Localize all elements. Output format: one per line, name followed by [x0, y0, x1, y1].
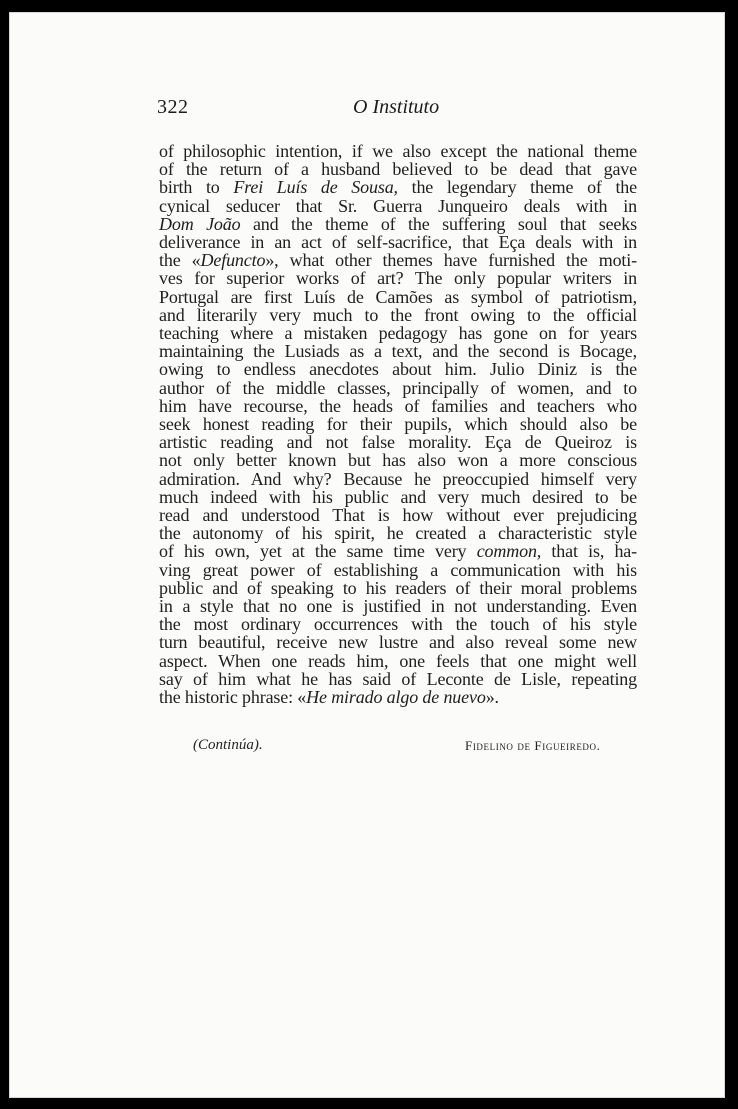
text-run: not only better known but has also won a more conscious — [159, 450, 637, 471]
text-run: birth to — [159, 177, 234, 198]
text-run: the « — [159, 250, 201, 271]
text-run: the historic phrase: « — [159, 687, 307, 708]
text-line — [159, 670, 637, 688]
text-line — [159, 542, 637, 560]
text-line — [159, 615, 637, 633]
text-run: Portugal are first Luís de Camões as symbol of patriotism, — [159, 286, 637, 307]
text-run: artistic reading and not false morality. Eça de Queiroz is — [159, 432, 637, 453]
text-line — [159, 451, 637, 469]
text-line — [159, 142, 637, 160]
continued-label: (Continúa). — [193, 737, 263, 753]
text-line — [159, 597, 637, 615]
text-run: of philosophic intention, if we also except the national theme — [159, 141, 637, 161]
text-line — [159, 178, 637, 196]
text-line — [159, 233, 637, 251]
italic-text: He mirado algo de nuevo — [306, 687, 486, 708]
text-run: public and of speaking to his readers of their moral problems — [159, 577, 637, 598]
text-line — [159, 342, 637, 360]
journal-title: O Instituto — [353, 96, 440, 118]
text-line — [159, 251, 637, 269]
page-number: 322 — [157, 96, 189, 118]
text-run: him have recourse, the heads of families and teachers who — [159, 395, 637, 416]
text-line — [159, 160, 637, 178]
text-run: read and understood That is how without ever prejudicing — [159, 505, 637, 526]
italic-text: Dom João — [159, 213, 241, 234]
text-run: in a style that no one is justified in not understanding. Even — [159, 596, 637, 617]
text-run: aspect. When one reads him, one feels that one might well — [159, 650, 637, 671]
text-run: admiration. And why? Because he preoccupied himself very — [159, 468, 637, 489]
text-run: of the return of a husband believed to be dead that gave — [159, 159, 637, 180]
text-run: and literarily very much to the front owing to the official — [159, 304, 637, 325]
text-line — [159, 360, 637, 378]
text-line — [159, 433, 637, 451]
running-header — [157, 96, 487, 126]
text-run: the legendary theme of the — [397, 177, 638, 198]
text-line — [159, 269, 637, 287]
page-sheet — [9, 12, 725, 1098]
text-run: the most ordinary occurrences with the touch of his style — [159, 614, 637, 635]
text-run: of his own, yet at the same time very — [159, 541, 477, 562]
text-run: ves for superior works of art? The only popular writers in — [159, 268, 637, 289]
body-text — [159, 142, 637, 706]
text-line — [159, 506, 637, 524]
text-line — [159, 470, 637, 488]
text-run: the autonomy of his spirit, he created a characteristic style — [159, 523, 637, 544]
text-run: say of him what he has said of Leconte de Lisle, repeating — [159, 668, 637, 689]
text-line — [159, 197, 637, 215]
text-run: that is, ha- — [541, 541, 637, 562]
text-line — [159, 397, 637, 415]
text-run: much indeed with his public and very much desired to be — [159, 486, 637, 507]
italic-text: Frei Luís de Sousa, — [233, 177, 398, 198]
text-line — [159, 688, 637, 706]
text-run: and the theme of the suffering soul that seeks — [240, 213, 637, 234]
text-run: turn beautiful, receive new lustre and also reveal some new — [159, 632, 637, 653]
text-run: deliverance in an act of self-sacrifice, that Eça deals with in — [159, 232, 637, 253]
text-run: ». — [485, 687, 499, 708]
text-line — [159, 415, 637, 433]
text-line — [159, 488, 637, 506]
text-line — [159, 215, 637, 233]
text-run: maintaining the Lusiads as a text, and the second is Bocage, — [159, 341, 637, 362]
text-run: owing to endless anecdotes about him. Julio Diniz is the — [159, 359, 637, 380]
text-line — [159, 324, 637, 342]
text-line — [159, 561, 637, 579]
text-run: ving great power of establishing a communication with his — [159, 559, 637, 580]
text-line — [159, 579, 637, 597]
text-run: seek honest reading for their pupils, which should also be — [159, 414, 637, 435]
text-run: cynical seducer that Sr. Guerra Junqueiro deals with in — [159, 195, 637, 216]
text-run: », what other themes have furnished the moti- — [265, 250, 637, 271]
text-run: teaching where a mistaken pedagogy has gone on for years — [159, 323, 637, 344]
text-line — [159, 306, 637, 324]
text-line — [159, 288, 637, 306]
author-signature: Fidelino de Figueiredo. — [465, 738, 601, 753]
text-line — [159, 524, 637, 542]
text-line — [159, 633, 637, 651]
italic-text: common, — [476, 541, 542, 562]
italic-text: Defuncto — [200, 250, 266, 271]
text-line — [159, 379, 637, 397]
text-line — [159, 652, 637, 670]
text-run: author of the middle classes, principally of women, and to — [159, 377, 637, 398]
